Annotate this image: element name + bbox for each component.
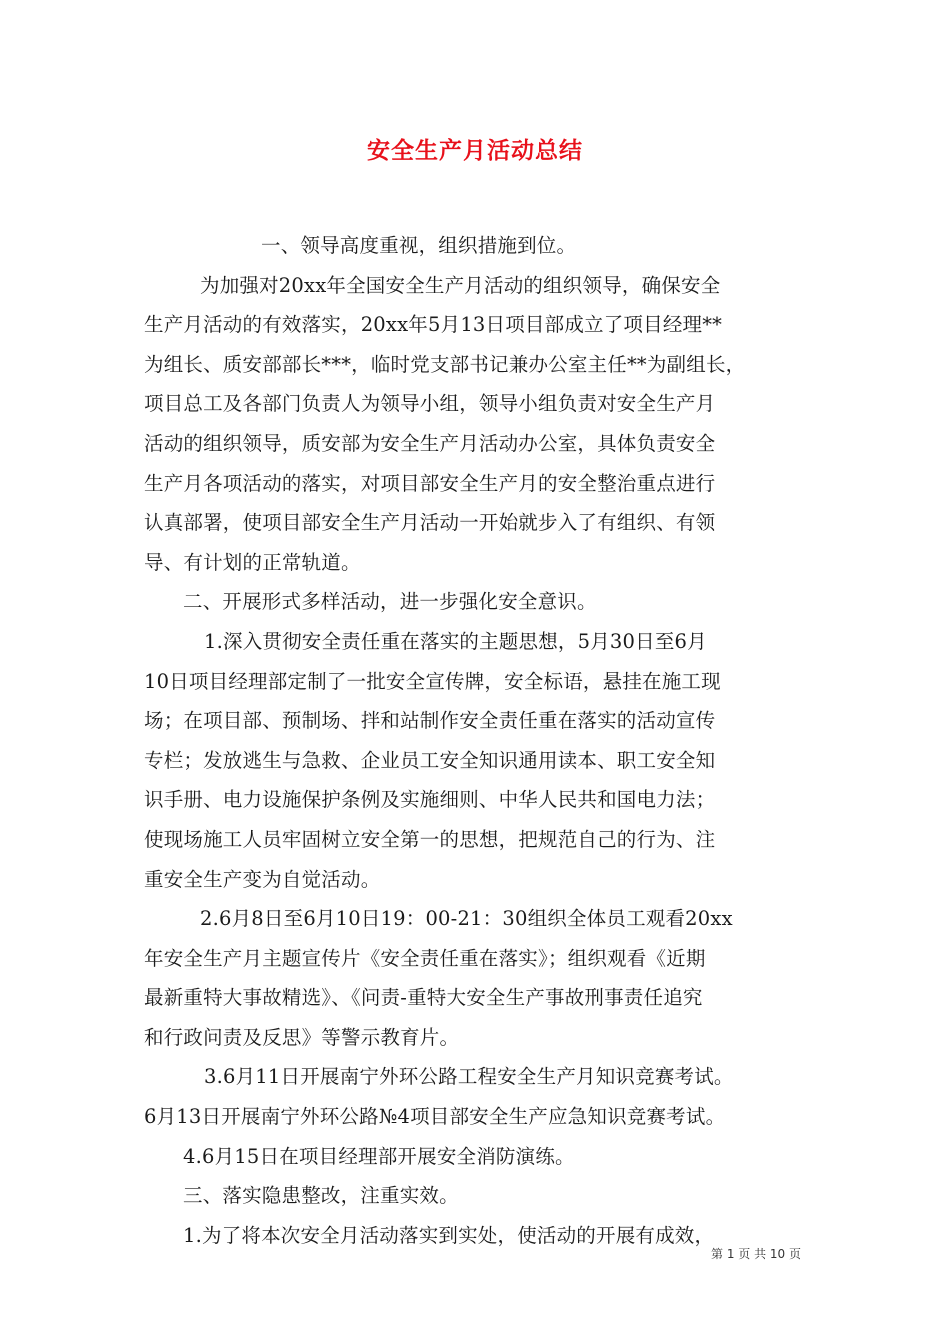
paragraph-line: 最新重特大事故精选》、《问责-重特大安全生产事故刑事责任追究 [144, 986, 703, 1010]
paragraph-line: 为加强对20xx年全国安全生产月活动的组织领导，确保安全 [200, 273, 721, 297]
document-body [144, 234, 824, 1255]
paragraph-line: 场；在项目部、预制场、拌和站制作安全责任重在落实的活动宣传 [144, 709, 716, 733]
paragraph-line: 3.6月11日开展南宁外环公路工程安全生产月知识竞赛考试。 [204, 1065, 734, 1089]
section-heading-2: 二、开展形式多样活动，进一步强化安全意识。 [183, 590, 597, 614]
paragraph-line: 为组长、质安部部长***，临时党支部书记兼办公室主任**为副组长， [144, 352, 746, 376]
paragraph-line: 项目总工及各部门负责人为领导小组，领导小组负责对安全生产月 [144, 392, 716, 416]
paragraph-line: 2.6月8日至6月10日19：00-21：30组织全体员工观看20xx [200, 907, 733, 931]
section-heading-3: 三、落实隐患整改，注重实效。 [183, 1184, 459, 1208]
section-heading-1: 一、领导高度重视，组织措施到位。 [261, 234, 577, 257]
paragraph-line: 认真部署，使项目部安全生产月活动一开始就步入了有组织、有领 [144, 511, 716, 535]
paragraph-line: 年安全生产月主题宣传片《安全责任重在落实》；组织观看《近期 [144, 946, 706, 970]
paragraph-line: 1.为了将本次安全月活动落实到实处，使活动的开展有成效， [183, 1223, 715, 1247]
paragraph-line: 活动的组织领导，质安部为安全生产月活动办公室，具体负责安全 [144, 431, 716, 455]
page-number-footer: 第 1 页 共 10 页 [711, 1247, 801, 1261]
paragraph-line: 10日项目经理部定制了一批安全宣传牌，安全标语，悬挂在施工现 [144, 669, 721, 693]
document-title: 安全生产月活动总结 [367, 138, 583, 164]
paragraph-line: 6月13日开展南宁外环公路№4项目部安全生产应急知识竞赛考试。 [144, 1105, 726, 1129]
paragraph-line: 导、有计划的正常轨道。 [144, 550, 361, 574]
paragraph-line: 专栏；发放逃生与急救、企业员工安全知识通用读本、职工安全知 [144, 748, 716, 772]
paragraph-line: 生产月各项活动的落实，对项目部安全生产月的安全整治重点进行 [144, 471, 716, 495]
paragraph-line: 4.6月15日在项目经理部开展安全消防演练。 [183, 1144, 575, 1168]
paragraph-line: 生产月活动的有效落实，20xx年5月13日项目部成立了项目经理** [144, 313, 723, 337]
paragraph-line: 使现场施工人员牢固树立安全第一的思想，把规范自己的行为、注 [144, 827, 716, 851]
paragraph-line: 和行政问责及反思》等警示教育片。 [144, 1025, 460, 1049]
paragraph-line: 重安全生产变为自觉活动。 [144, 867, 381, 891]
paragraph-line: 1.深入贯彻安全责任重在落实的主题思想，5月30日至6月 [204, 629, 707, 653]
paragraph-line: 识手册、电力设施保护条例及实施细则、中华人民共和国电力法； [144, 788, 716, 812]
